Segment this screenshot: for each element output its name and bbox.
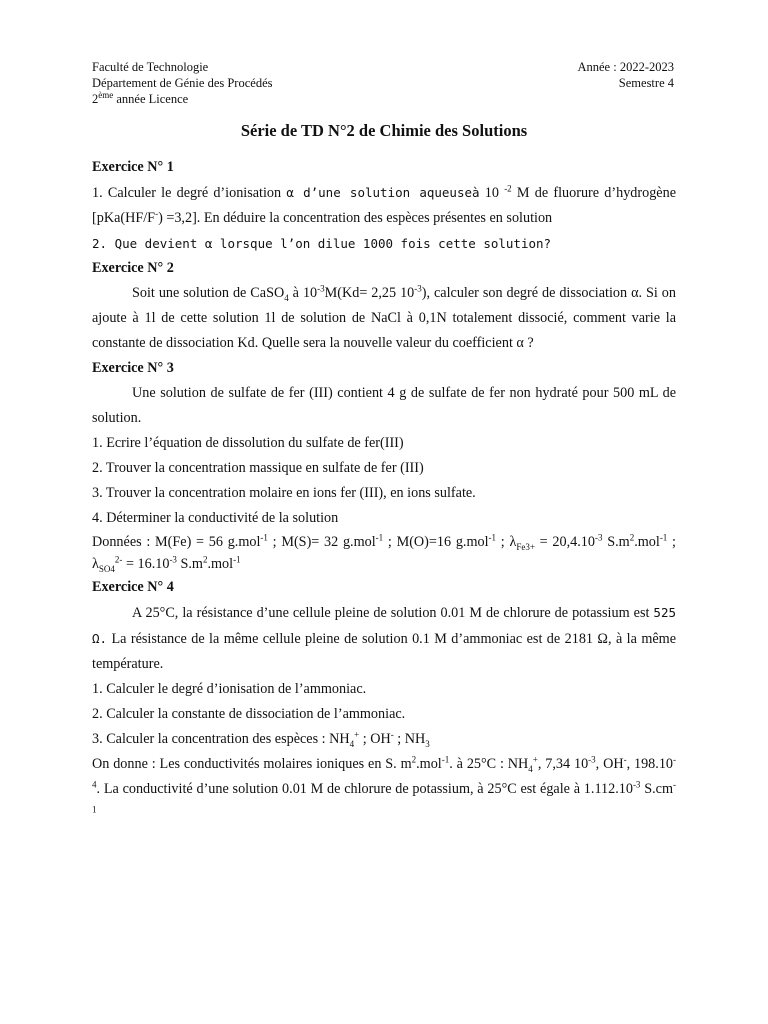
academic-year: Année : 2022-2023 xyxy=(577,60,674,74)
department-name: Département de Génie des Procédés xyxy=(92,76,273,90)
exercise-3-item: 2. Trouver la concentration massique en sulfate de fer (III) xyxy=(92,460,424,476)
exercise-3-data: Données : M(Fe) = 56 g.mol$^{-1}$ ; M(S)= 32 g.mol$^{-1}$ ; M(O)=16 g.mol$^{-1}$ ; $\lambda_{Fe3+} = 20,4.10^{-3}$ $S.m^2.mol^{-1}$ ; $\lambda_{SO4}^{2-} = 16.10^{-3}$ $S.m^2.mol^{-1}$ xyxy=(92,532,676,574)
exercise-1-question-2: 2. Que devient α lorsque l’on dilue 1000 fois cette solution? xyxy=(92,236,552,251)
exercise-3-item: 3. Trouver la concentration molaire en ions fer (III), en ions sulfate. xyxy=(92,485,476,501)
exercise-2-statement: Soit une solution de CaSO$_4$ à $10^{-3}M(Kd= 2,25$ $10^{-3}$), calculer son degré de dissociation α. Si on ajoute à 1l de cette solution 1l de solution de NaCl à 0,1N totalement dissocié, comment varie la constante de dissociation Kd. Quelle sera la nouvelle valeur du coefficient α ? xyxy=(92,283,676,351)
exercise-2-heading: Exercice N° 2 xyxy=(92,260,174,276)
document-title: Série de TD N°2 de Chimie des Solutions xyxy=(240,121,528,140)
exercise-3-heading: Exercice N° 3 xyxy=(92,360,174,376)
exercise-4-given-data: On donne : Les conductivités molaires ioniques en S. $m^2.mol^{-1}$. à 25°C : $NH_4^+$, 7,34 $10^{-3}$, OH-, $198.10^{-4}$. La conductivité d’une solution 0.01 M de chlorure de potassium, à 25°C est égale à $1.112.10^{-3}$ $S.cm^{-1}$ xyxy=(92,754,677,815)
faculty-name: Faculté de Technologie xyxy=(92,60,209,74)
exercise-4-intro: A 25°C, la résistance d’une cellule pleine de solution 0.01 M de chlorure de potassium est 525 Ω. La résistance de la même cellule pleine de solution 0.1 M d’ammoniac est de 2181 Ω, à la même température. xyxy=(92,605,676,672)
exercise-4-heading: Exercice N° 4 xyxy=(92,579,174,595)
exercise-1-question-1: 1. Calculer le degré d’ionisation α d’une solution aqueuseà 10 $^{-2}$ M de fluorure d’hydrogène [pKa(HF/F-) =3,2]. En déduire la concentration des espèces présentes en solution xyxy=(92,183,676,226)
exercise-3-item: 4. Déterminer la conductivité de la solution xyxy=(92,510,339,526)
exercise-4-item: 3. Calculer la concentration des espèces : $NH_4^+$ ; OH- ; $NH_3$ xyxy=(92,729,430,749)
exercise-3-intro: Une solution de sulfate de fer (III) contient 4 g de sulfate de fer non hydraté pour 500 mL de solution. xyxy=(92,385,676,426)
exercise-4-item: 2. Calculer la constante de dissociation de l’ammoniac. xyxy=(92,706,406,722)
study-level: 2ème année Licence xyxy=(92,89,189,106)
semester: Semestre 4 xyxy=(618,76,674,90)
exercise-1-heading: Exercice N° 1 xyxy=(92,159,174,175)
header-institution xyxy=(92,59,272,107)
exercise-4-item: 1. Calculer le degré d’ionisation de l’ammoniac. xyxy=(92,681,367,697)
header-session xyxy=(577,59,674,91)
document-body xyxy=(92,155,676,827)
exercise-3-item: 1. Ecrire l’équation de dissolution du sulfate de fer(III) xyxy=(92,435,404,451)
